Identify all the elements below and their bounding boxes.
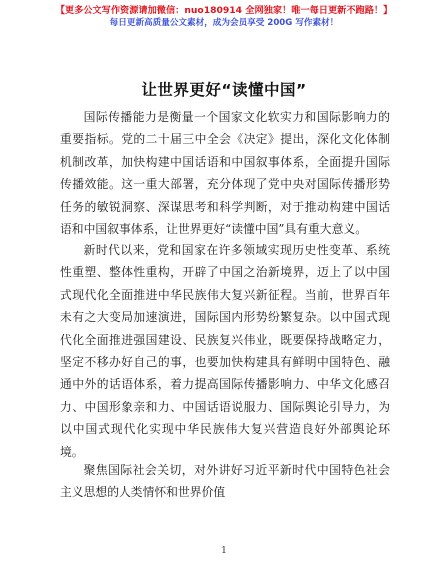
body-paragraph-2-block [60, 239, 390, 463]
body-paragraph: 新时代以来，党和国家在许多领域实现历史性变革、系统性重塑、整体性重构，开辟了中国之治新境界，迈上了以中国式现代化全面推进中华民族伟大复兴新征程。当前，世界百年未有之大变局加速演进，国际国内形势纷繁复杂。以中国式现代化全面推进强国建设、民族复兴伟业，既要保持战略定力，坚定不移办好自己的事，也要加快构建具有鲜明中国特色、融通中外的话语体系，着力提高国际传播影响力、中华文化感召力、中国形象亲和力、中国话语说服力、国际舆论引导力，为以中国式现代化实现中华民族伟大复兴营造良好外部舆论环境。 [60, 243, 390, 459]
document-title: 让世界更好“读懂中国” [141, 81, 307, 99]
body-paragraph-1-block [60, 106, 390, 240]
body-paragraph: 聚焦国际社会关切，对外讲好习近平新时代中国特色社会主义思想的人类情怀和世界价值 [60, 463, 390, 500]
page-number: 1 [221, 546, 227, 556]
promo-banner-line-1: 【更多公文写作资源请加微信：nuo180914 全网独家！唯一每日更新不跑路！】 [55, 5, 393, 16]
body-paragraph: 国际传播能力是衡量一个国家文化软实力和国际影响力的重要指标。党的二十届三中全会《决定》提出，深化文化体制机制改革，加快构建中国话语和中国叙事体系，全面提升国际传播效能。这一重大部署，充分体现了党中央对国际传播形势任务的敏锐洞察、深谋思考和科学判断，对于推动构建中国话语和中国叙事体系，让世界更好“读懂中国”具有重大意义。 [60, 110, 390, 237]
body-paragraph-3-block [60, 459, 390, 504]
promo-banner-line-2: 每日更新高质量公文素材，成为会员享受 200G 写作素材！ [109, 18, 339, 28]
promo-banner [0, 4, 448, 30]
